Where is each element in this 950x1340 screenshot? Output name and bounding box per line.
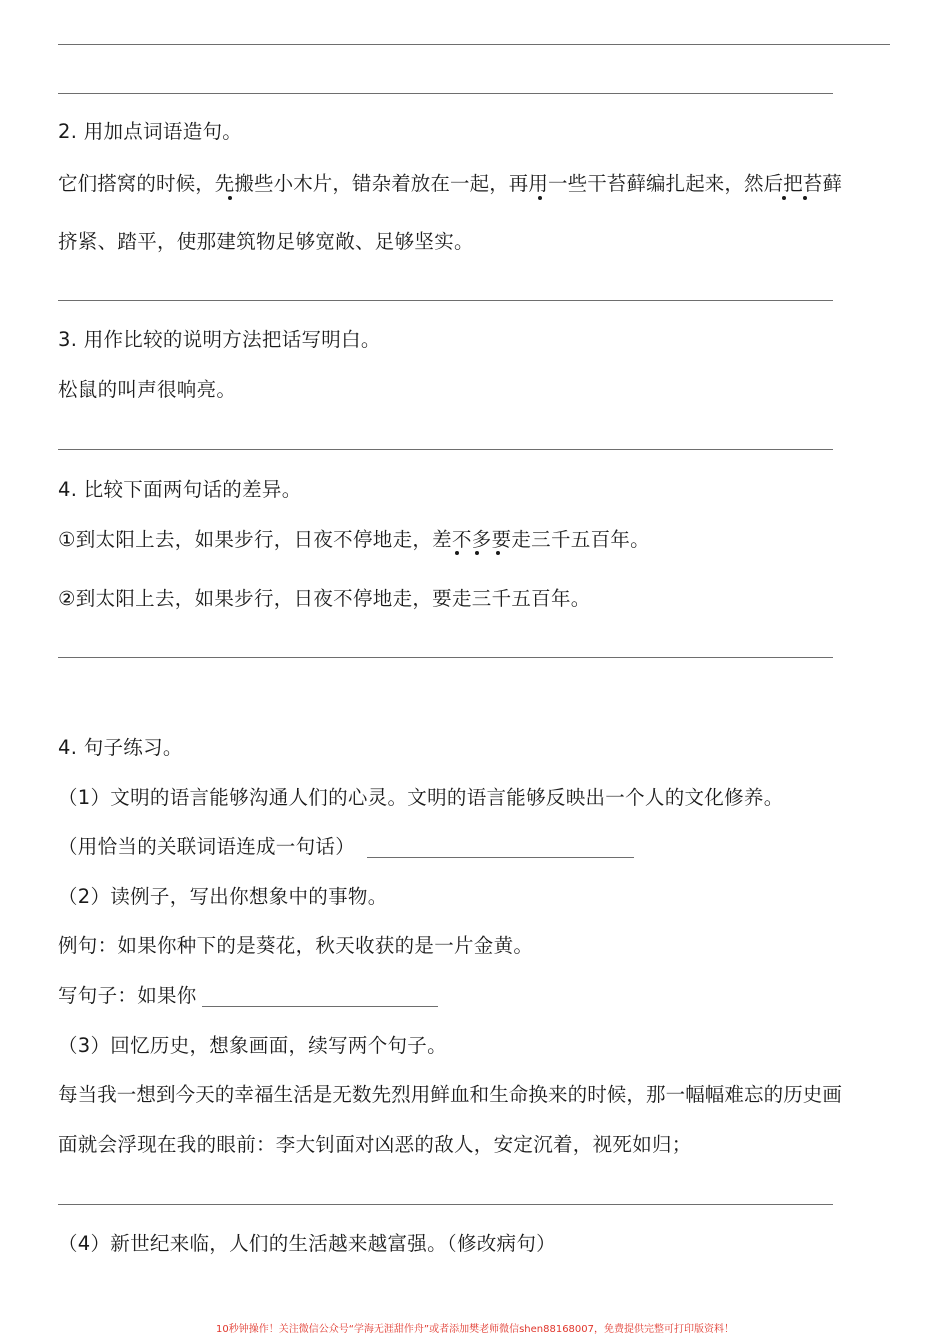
emphasis-dot (496, 551, 500, 555)
answer-line[interactable] (58, 657, 833, 658)
q4b-part3: （3）回忆历史，想象画面，续写两个句子。 (58, 1034, 447, 1057)
q4a-sentence-1: ①到太阳上去，如果步行，日夜不停地走，差不多要走三千五百年。 (58, 528, 650, 551)
footer-promo-text: 10秒钟操作！关注微信公众号“学海无涯甜作舟”或者添加樊老师微信shen88168007，免费提供完整可打印版资料！ (215, 1324, 735, 1335)
emphasis-dot (228, 196, 232, 200)
answer-line[interactable] (58, 93, 833, 94)
q4b-title: 4. 句子练习。 (58, 736, 183, 759)
q4a-sentence-2: ②到太阳上去，如果步行，日夜不停地走，要走三千五百年。 (58, 587, 591, 610)
page-top-rule (58, 44, 890, 45)
answer-line[interactable] (58, 449, 833, 450)
q2-title: 2. 用加点词语造句。 (58, 120, 243, 143)
q4b-part2-example: 例句：如果你种下的是葵花，秋天收获的是一片金黄。 (58, 934, 534, 957)
answer-line[interactable] (58, 1204, 833, 1205)
q4b-part1-hint: （用恰当的关联词语连成一句话） (58, 835, 356, 858)
q4b-part4: （4）新世纪来临，人们的生活越来越富强。（修改病句） (58, 1232, 556, 1255)
answer-line[interactable] (367, 857, 634, 858)
q3-title: 3. 用作比较的说明方法把话写明白。 (58, 328, 381, 351)
q4b-part3-line1: 每当我一想到今天的幸福生活是无数先烈用鲜血和生命换来的时候，那一幅幅难忘的历史画 (58, 1083, 843, 1106)
q4b-part2-write: 写句子：如果你 (58, 984, 197, 1007)
q4b-part3-line2: 面就会浮现在我的眼前：李大钊面对凶恶的敌人，安定沉着，视死如归； (58, 1133, 692, 1156)
q2-sentence-line2: 挤紧、踏平，使那建筑物足够宽敞、足够坚实。 (58, 230, 474, 253)
emphasis-dot (538, 196, 542, 200)
q4b-part2: （2）读例子，写出你想象中的事物。 (58, 885, 388, 908)
emphasis-dot (475, 551, 479, 555)
q4a-title: 4. 比较下面两句话的差异。 (58, 478, 302, 501)
answer-line[interactable] (202, 1006, 438, 1007)
q2-sentence-line1: 它们搭窝的时候，先搬些小木片，错杂着放在一起，再用一些干苔藓编扎起来，然后把苔藓 (58, 172, 843, 195)
emphasis-dot (455, 551, 459, 555)
q4b-part1: （1）文明的语言能够沟通人们的心灵。文明的语言能够反映出一个人的文化修养。 (58, 786, 784, 809)
emphasis-dot (803, 196, 807, 200)
emphasis-dot (782, 196, 786, 200)
q3-sentence: 松鼠的叫声很响亮。 (58, 378, 237, 401)
answer-line[interactable] (58, 300, 833, 301)
